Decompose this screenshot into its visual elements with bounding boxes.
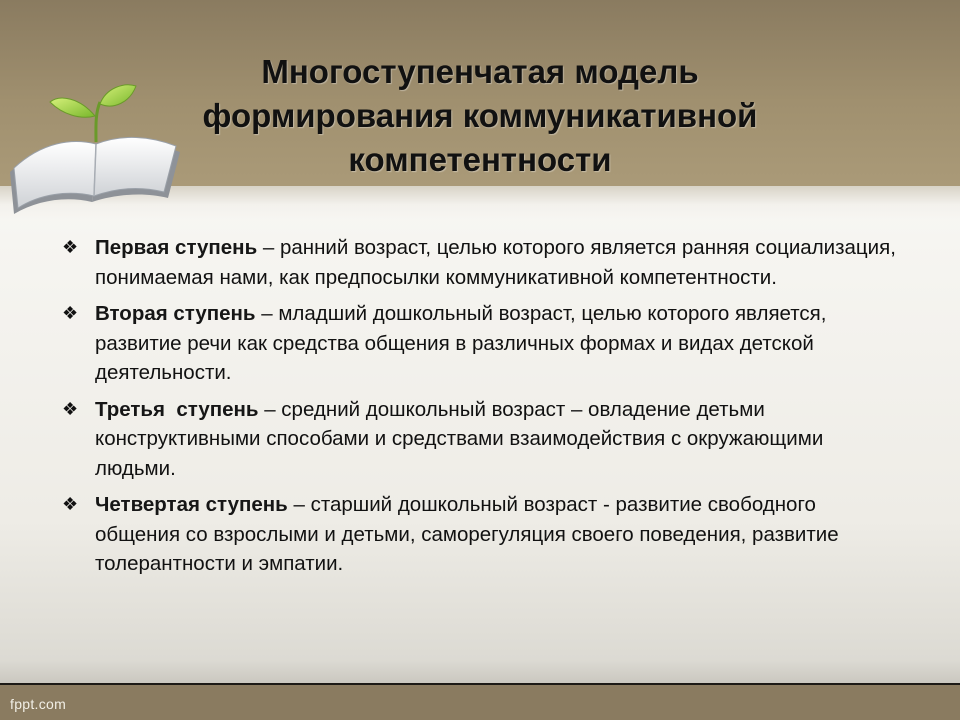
list-item [62, 490, 902, 579]
slide-title: Многоступенчатая модель формирования коммуникативной компетентности [202, 53, 758, 178]
item-term: Первая ступень [95, 236, 258, 259]
item-text: – младший дошкольный возраст, целью которого является, развитие речи как средства общения в различных формах и видах детской деятельности. [95, 302, 827, 384]
bullet-list [62, 233, 902, 586]
footer-bar [0, 685, 960, 720]
item-text: – старший дошкольный возраст - развитие свободного общения со взрослыми и детьми, саморегуляция своего поведения, развитие толерантности и эмпатии. [95, 493, 839, 575]
diamond-bullet-icon: ❖ [62, 398, 79, 419]
diamond-bullet-icon: ❖ [62, 494, 79, 514]
item-text: – средний дошкольный возраст – овладение детьми конструктивными способами и средствами взаимодействия с окружающими людьми. [95, 397, 824, 480]
footer-logo: fppt.com [10, 696, 67, 712]
item-term: Четвертая ступень [95, 493, 288, 516]
diamond-bullet-icon: ❖ [62, 303, 79, 323]
list-item [62, 233, 902, 292]
item-term: Вторая ступень [95, 302, 256, 325]
list-item [62, 395, 902, 484]
item-text: – ранний возраст, целью которого является ранняя социализация, понимаемая нами, как предпосылки коммуникативной компетентности. [95, 236, 896, 289]
list-item [62, 299, 902, 388]
diamond-bullet-icon: ❖ [62, 237, 79, 257]
item-term: Третья ступень [95, 397, 259, 421]
